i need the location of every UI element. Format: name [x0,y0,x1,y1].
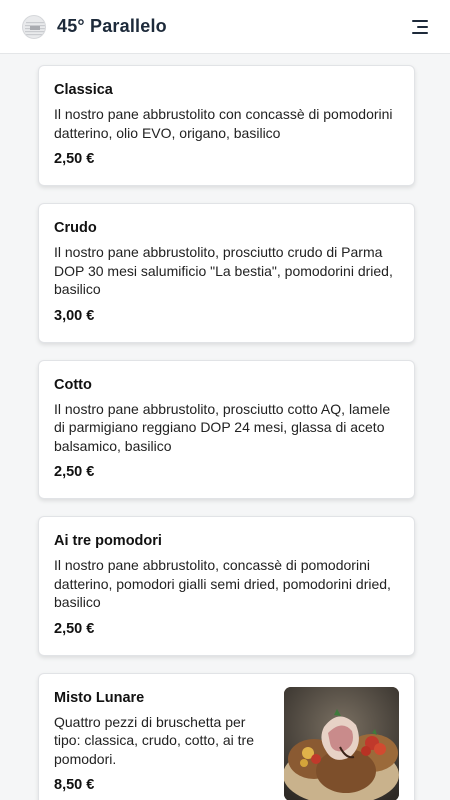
menu-item-card[interactable] [38,516,415,656]
brand-name[interactable]: 45° Parallelo [57,16,167,36]
menu-item-card[interactable] [38,673,415,800]
menu-item-title: Misto Lunare [54,689,145,706]
menu-item-price: 3,00 € [54,307,95,324]
menu-item-description: Il nostro pane abbrustolito, concassè di pomodorini datterino, pomodori gialli semi dried, pomodorini dried, basilico [54,557,391,610]
menu-item-description: Quattro pezzi di bruschetta per tipo: classica, crudo, cotto, ai tre pomodori. [54,713,254,767]
menu-item-card[interactable] [38,203,415,343]
menu-item-description: Il nostro pane abbrustolito, prosciutto crudo di Parma DOP 30 mesi salumificio "La bestia", pomodorini dried, basilico [54,244,393,297]
menu-item-title: Classica [54,82,113,98]
menu-item-price: 2,50 € [54,151,95,167]
menu-item-price: 8,50 € [54,777,95,793]
menu-item-title: Crudo [54,220,97,236]
menu-item-description: Il nostro pane abbrustolito, prosciutto cotto AQ, lamele di parmigiano reggiano DOP 24 mesi, glassa di aceto balsamico, basilico [54,400,391,454]
menu-icon[interactable] [408,18,428,36]
menu-list [38,65,415,800]
menu-item-title: Cotto [54,376,92,393]
menu-item-title: Ai tre pomodori [54,533,162,549]
menu-item-card[interactable] [38,65,415,186]
menu-list-viewport[interactable] [0,54,450,800]
menu-item-price: 2,50 € [54,620,95,637]
app-header [0,0,450,54]
menu-item-card[interactable] [38,360,415,500]
restaurant-logo-icon[interactable] [22,15,46,39]
menu-item-description: Il nostro pane abbrustolito con concassè di pomodorini datterino, olio EVO, origano, basilico [54,106,393,141]
menu-item-photo[interactable] [284,687,399,800]
menu-item-price: 2,50 € [54,464,95,480]
